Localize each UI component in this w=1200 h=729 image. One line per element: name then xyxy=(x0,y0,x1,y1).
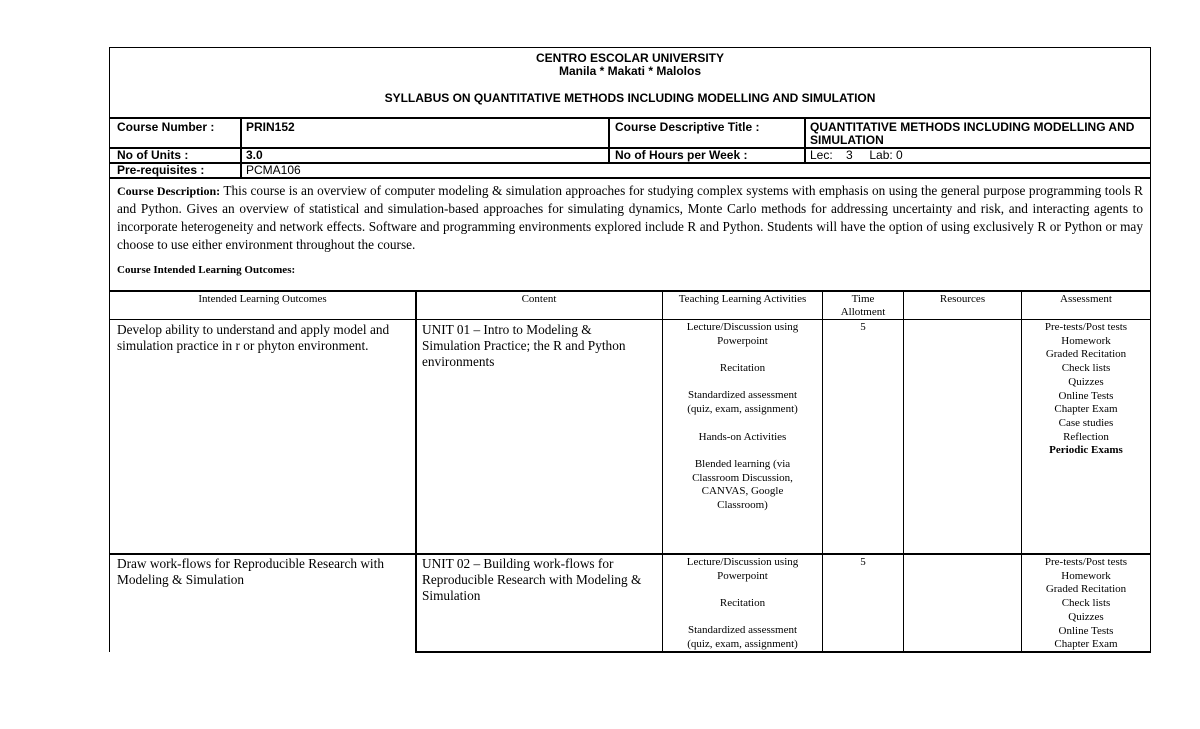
table-row1-bottom xyxy=(109,553,1151,555)
course-description-label: Course Description: xyxy=(117,184,221,198)
units-value: 3.0 xyxy=(246,148,263,162)
assessment-item: Homework xyxy=(1061,334,1111,347)
tla-line: Powerpoint xyxy=(717,334,768,347)
tla-line: (quiz, exam, assignment) xyxy=(687,403,798,416)
row1-ilo: Develop ability to understand and apply model and simulation practice in r or phyton environment. xyxy=(117,322,390,353)
row1-time: 5 xyxy=(860,321,866,333)
assessment-item: Pre-tests/Post tests xyxy=(1044,556,1128,568)
syllabus-title: SYLLABUS ON QUANTITATIVE METHODS INCLUDING MODELLING AND SIMULATION xyxy=(384,91,876,105)
assessment-item: Quizzes xyxy=(1068,375,1104,388)
row2-time: 5 xyxy=(860,556,866,568)
tla-line xyxy=(663,444,822,458)
row2-content: UNIT 02 – Building work-flows for Reproducible Research with Modeling & Simulation xyxy=(422,556,642,603)
row2-assessment xyxy=(1022,556,1150,652)
tla-line xyxy=(663,348,822,362)
table-header-bottom xyxy=(109,319,1151,320)
assessment-item: Online Tests xyxy=(1058,389,1114,402)
frame-right-border xyxy=(1150,47,1151,652)
campus-list: Manila * Makati * Malolos xyxy=(558,64,702,78)
assessment-item: Quizzes xyxy=(1068,610,1104,623)
info-grid-top xyxy=(109,117,1151,119)
header-content: Content xyxy=(521,293,557,305)
row2-ilo: Draw work-flows for Reproducible Research with Modeling & Simulation xyxy=(117,556,384,587)
assessment-item: Graded Recitation xyxy=(1045,348,1127,361)
tla-line: Recitation xyxy=(719,362,766,375)
tla-line xyxy=(663,611,822,625)
tla-line: Blended learning (via xyxy=(694,457,791,470)
units-label: No of Units : xyxy=(117,148,189,162)
header-ilo: Intended Learning Outcomes xyxy=(198,293,327,305)
descriptive-title-line1: QUANTITATIVE METHODS INCLUDING MODELLING AND xyxy=(810,120,1135,134)
tla-line: CANVAS, Google xyxy=(701,485,784,498)
hours-label: No of Hours per Week : xyxy=(615,148,748,162)
tla-line xyxy=(663,417,822,431)
assessment-item: Case studies xyxy=(1058,416,1114,429)
info-col-divider-1 xyxy=(240,117,242,178)
assessment-item: Check lists xyxy=(1061,362,1111,375)
header-time-line1: Time xyxy=(851,293,875,305)
header-assessment: Assessment xyxy=(1060,293,1112,305)
info-grid-row3-bottom xyxy=(109,177,1151,179)
table-col-ilo-divider xyxy=(415,290,417,652)
university-name: CENTRO ESCOLAR UNIVERSITY xyxy=(535,51,724,65)
table-col-tla-divider xyxy=(822,290,823,652)
header-time-line2: Allotment xyxy=(840,306,886,318)
tla-line: Classroom) xyxy=(717,499,768,512)
course-number-value: PRIN152 xyxy=(246,120,295,134)
tla-line: Standardized assessment xyxy=(687,624,798,637)
row2-tla xyxy=(663,556,822,652)
row1-tla xyxy=(663,321,822,513)
tla-line xyxy=(663,583,822,597)
row1-content: UNIT 01 – Intro to Modeling & Simulation Practice; the R and Python environments xyxy=(422,322,626,369)
tla-line: Lecture/Discussion using xyxy=(686,321,799,333)
tla-line: Powerpoint xyxy=(717,569,768,582)
frame-left-border xyxy=(109,47,110,652)
assessment-item: Homework xyxy=(1061,569,1111,582)
course-description xyxy=(117,182,1143,254)
assessment-item: Online Tests xyxy=(1058,624,1114,637)
tla-line: Recitation xyxy=(719,597,766,610)
table-top xyxy=(109,290,1151,292)
tla-line: Lecture/Discussion using xyxy=(686,556,799,568)
row1-assessment xyxy=(1022,321,1150,458)
info-col-divider-3 xyxy=(804,117,806,163)
cilo-heading: Course Intended Learning Outcomes: xyxy=(117,264,296,276)
tla-line: (quiz, exam, assignment) xyxy=(687,638,798,651)
course-description-text: This course is an overview of computer modeling & simulation approaches for studying complex systems with emphasis on using the general purpose programming tools R and Python. Gives an overview of statistical and simulation-based approaches for simulating dynamics, Monte Carlo methods for addressing uncertainty and risk, and interacting agents to incorporate heterogeneity and network effects. Software and programming environments explored include R and Python. Students will have the option of using exclusively R or Python or may choose to use either environment throughout the course. xyxy=(117,183,1144,252)
assessment-item: Check lists xyxy=(1061,597,1111,610)
prereq-label: Pre-requisites : xyxy=(117,163,205,177)
frame-top-border xyxy=(109,47,1151,48)
assessment-item: Pre-tests/Post tests xyxy=(1044,321,1128,333)
assessment-item-periodic-exams: Periodic Exams xyxy=(1049,444,1123,457)
header-resources: Resources xyxy=(939,293,986,305)
course-number-label: Course Number : xyxy=(117,120,215,134)
descriptive-title-line2: SIMULATION xyxy=(810,133,884,147)
info-col-divider-2 xyxy=(608,117,610,163)
assessment-item: Chapter Exam xyxy=(1054,638,1118,651)
tla-line xyxy=(663,376,822,390)
tla-line: Classroom Discussion, xyxy=(692,471,793,484)
assessment-item: Reflection xyxy=(1063,430,1109,443)
assessment-item: Chapter Exam xyxy=(1054,403,1118,416)
descriptive-title-label: Course Descriptive Title : xyxy=(615,120,760,134)
hours-value: Lec: 3 Lab: 0 xyxy=(810,148,903,162)
header-tla: Teaching Learning Activities xyxy=(678,293,807,305)
table-col-time-divider xyxy=(903,290,904,652)
tla-line: Standardized assessment xyxy=(687,389,798,402)
prereq-value: PCMA106 xyxy=(246,163,301,177)
assessment-item: Graded Recitation xyxy=(1045,583,1127,596)
tla-line: Hands-on Activities xyxy=(698,430,787,443)
